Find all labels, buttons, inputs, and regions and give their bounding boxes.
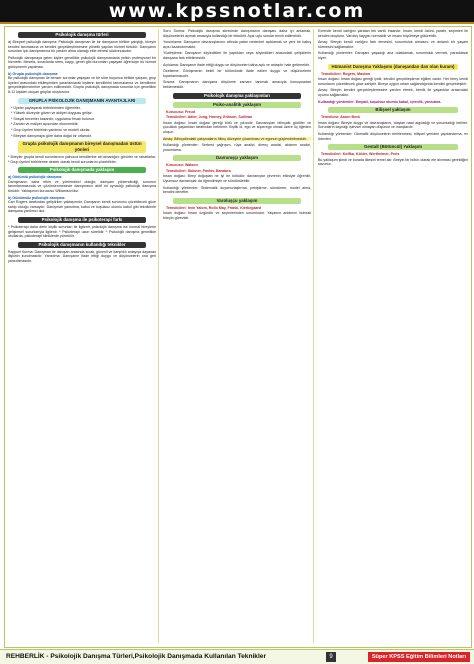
paragraph: * Psikoterapi daha derin kişilik sorunları ile ilgilenir, psikolojik danışma ise normal bireylerin gelişimsel sorunlarıyla ilgilenir. * Psikoterapi uzun sürelidir. * Psikolojik danışma genellikle okullarda, psikoterapi kliniklerde yürütülür. [8, 225, 156, 239]
paragraph: İnsan doğası: Birey doğuştan ne iyi ne kötüdür; davranışlar çevrenin etkisiyle öğrenilir. Uyumsuz davranışlar da öğrenilmiştir ve söndürülebilir. [163, 174, 311, 184]
paragraph: Danışmanın daha etkin ve yönlendirici olduğu; danışanı yönlendirdiği, sorunun tanımlanmasında ve çözümlenmesinde danışmanın aktif rol oynadığı psikolojik danışma türüdür. Yaklaşımın kurucusu Williamson'dur. [8, 179, 156, 194]
subheading: b) Güdümsüz psikolojik danışma: [8, 195, 66, 200]
column-2 [163, 29, 311, 643]
paragraph: İnsan doğası: Bireyin duygu ve davranışlarını, olayları nasıl algıladığı ve yorumladığı belirler. Sorunların kaynağı işlevsel olmayan düşünce ve inançlardır. [318, 120, 468, 130]
list-item: * Yüksek düzeyde güven ve aidiyet duygusu gelişir. [11, 111, 93, 116]
representatives-line: Temsilcileri: Irvin Yalom, Rollo May, Frankl, Kierkegaard [166, 205, 262, 210]
paragraph: Soru Sorma: Psikolojik danışma sürecinde danışmanın danışanı daha iyi anlamak, düşüncelerini açmak amacıyla kullandığı bir tekniktir. Açık uçlu sorular tercih edilmelidir. [163, 29, 311, 38]
section-heading: Psikolojik danışma türleri [18, 32, 146, 38]
site-banner [0, 0, 474, 24]
paragraph: Kullandığı yöntemler: Otomatik düşüncelerin belirlenmesi, bilişsel yeniden yapılandırma, ev ödevleri. [318, 131, 468, 141]
paragraph: Evrende kendi varlığını yaratan tek varlık insandır. İnsan, kendi özünü yaratır, seçimleri ile kendini oluşturur. Varoluş kaygısı normaldir ve insanı büyümeye götürebilir. [318, 29, 468, 38]
section-heading: Psikolojik danışmada yaklaşım [18, 167, 146, 173]
site-url[interactable]: www.kpssnotlar.com [108, 0, 366, 22]
paragraph: Açıklama: Danışanın ifade ettiği duygu ve düşünceleri daha açık ve anlaşılır hale getirmektir. [163, 62, 310, 67]
section-heading: GRUPLA PSİKOLOJİK DANIŞMANIN AVANTAJLARI [18, 98, 146, 104]
representatives-line: Temsilcileri: Adler, Jung, Horney, Erikson, Sullivan [166, 115, 253, 120]
paragraph: Kullandığı yöntemler: Sistematik duyarsızlaştırma, pekiştirme, söndürme, model alma, kendini denetim. [163, 185, 311, 195]
paragraph: Carl Rogers tarafından geliştirilen yaklaşımdır. Danışanın kendi sorununu çözebilecek güce sahip olduğu varsayılır. Danışman yansıtma, kabul ve koşulsuz olumlu kabul gibi tekniklerle danışana yardımcı olur. [8, 200, 156, 214]
paragraph: İnsan doğası: İnsan doğası gereği iyidir, kendini gerçekleştirme eğilimi vardır. Her birey kendi sorunlarını çözebilecek güce sahiptir. Bireye uygun ortam sağlandığında kendini gerçekleştirir. [318, 77, 468, 86]
paragraph: İnsan doğası: İnsan doğası gereği kötü ve yıkıcıdır. Davranışları bilinçaltı güdüler ve çocukluk yaşantıları tarafından belirlenir. Kişilik id, ego ve süperego olmak üzere üç öğeden oluşur. [163, 120, 311, 134]
column-divider [313, 29, 314, 643]
representatives-line: Temsilcileri: Skinner, Pavlov, Bandura [166, 168, 231, 173]
paragraph: Bir psikolojik danışman ile benzer sorunlar yaşayan ve bir süre boyunca birlikte çalışan, grup üyeleri arasındaki etkileşimden yararlanılarak kişilerin kendilerini tanımalarına ve kendilerini gerçekleştirmelerine yardım edilmesidir. Grupla psikolojik danışmada sorunlar için genellikle 8-12 kişiden oluşan gruplar oluşturulur. [8, 76, 156, 94]
footer-series-label: Süper KPSS Eğitim Bilimleri Notları [368, 652, 470, 662]
representatives-line: Temsilcileri: Koffka, Köhler, Wertheimer, Perls [321, 152, 400, 157]
section-heading: Bilişsel yaklaşım [328, 107, 458, 113]
paragraph: Bu yaklaşım şimdi ve burada ilkesini temel alır. Bireyin bir bütün olarak ele alınması gerektiğini savunur. [318, 157, 468, 167]
list-item: * Üyeler paylaşarak birbirlerinden öğrenirler. [11, 105, 81, 110]
paragraph: İnsan doğası: İnsan özgürdür ve seçimlerinden sorumludur. Yaşamın anlamını bulmak bireyin görevidir. [163, 211, 311, 221]
founder-line: Kurucusu: Watson [166, 163, 198, 168]
founder-line: Kurucusu: Freud [166, 109, 195, 114]
section-heading: Varoluşçu yaklaşım [173, 198, 301, 204]
paragraph: Amaç: Bireyin kendini gerçekleştirmesine yardım etmek, benlik ile yaşantılar arasındaki uyumu sağlamaktır. [318, 88, 468, 97]
page-number: 9 [326, 652, 336, 662]
list-item: * Zaman ve maliyet açısından ekonomiktir. [11, 122, 79, 127]
paragraph: Kullandığı yöntemler: Empati, koşulsuz olumlu kabul, içtenlik, yansıtma. [318, 99, 442, 104]
paragraph: Kullandığı yöntemler: Danışanı yaşadığı ana odaklamak, sorumluluk vermek, paradoksal niyet. [318, 51, 468, 60]
paragraph: Yüzleştirme: Danışanın söyledikleri ile yaptıkları veya söyledikleri arasındaki çelişkilerin danışana fark ettirilmesidir. [163, 51, 311, 60]
paragraph: Amaç: Bilinçaltındaki çatışmaların bilinç düzeyine çıkarılması ve egonun güçlendirilmesidir. [163, 137, 311, 142]
paragraph: Psikolojik danışmaya gelen kişiler genellikle psikolojik danışmanlarla yetkin profesyonel bir hizmetin. Mesela, sınavlarda stres, kaygı, genel gibi durumları yaşayan öğrenciye bu hizmet görüşmenin yapılması. [8, 55, 156, 69]
paragraph: Rapport Kurma: Danışman ile danışan arasında sıcak, güvenli ve karşılıklı anlayışa dayanan ilişkinin kurulmasıdır. Yansıtma: Danışanın ifade ettiği duygu ve düşüncelerin ona geri yansıtılmasıdır. [8, 249, 156, 263]
page-content [4, 26, 472, 648]
paragraph: Amaç: Bireyin kendi varlığını fark etmesini, sorumluluk almasını ve anlamlı bir yaşam sürmesini sağlamaktır. [318, 40, 468, 49]
paragraph: * Bireyler grupta kendi sorunlarının yalnızca kendilerine ait olmadığını görürler ve rahatlarlar. * Grup üyeleri birbirlerine destek olarak kendi sorunlarını çözebilirler. [8, 155, 156, 164]
column-3 [318, 29, 468, 643]
paragraph: a) Bireysel psikolojik danışma: Psikolojik danışman ile bir danışanın birlikte çalıştığı, bireyin kendini tanımasına ve kendini gerçekleştirmesine yönelik yapılan hizmet türüdür. Danışanın sorunları için danışmanına bir yardım alma olanağı elde etmesi sözkonusudur. [8, 40, 156, 54]
section-heading: Psiko-analitik yaklaşım [173, 102, 301, 108]
section-heading: Davranışçı yaklaşım [173, 155, 301, 161]
subheading: a) Güdümlü psikolojik danışma: [8, 175, 63, 180]
paragraph: Kullandığı yöntemler: Serbest çağrışım, rüya analizi, direnç analizi, aktarım analizi, yorumlama. [163, 143, 311, 152]
column-divider [158, 29, 159, 643]
section-heading: Gestalt (Bütüncül) Yaklaşım [328, 144, 458, 150]
representatives-line: Temsilcileri: Rogers, Maslow [321, 71, 371, 76]
section-heading: Psikolojik danışmanın kullandığı teknikler [18, 242, 146, 248]
section-heading: Hümanist Danışma Yaklaşımı (danışandan dan olan kuram) [328, 64, 458, 70]
column-1 [8, 29, 156, 643]
paragraph: Susma: Danışmanın danışana düşünme zamanı tanımak amacıyla konuşmadan beklemesidir. [163, 80, 311, 89]
section-heading: Psikolojik danışma yaklaşımları [173, 93, 301, 99]
list-item: * Bireysel danışmaya göre daha doğal bir ortamdır. [11, 133, 92, 138]
list-item: * Grup üyeleri birbirinin yardımcı ve modeli olurlar. [11, 127, 91, 132]
section-heading: Grupla psikolojik danışmanın bireysel danışmadan üstün yönleri [18, 141, 146, 153]
list-item: * Sosyal beceriler kazanılır, uygulama fırsatı bulunur. [11, 116, 95, 121]
page-footer [0, 649, 474, 664]
section-heading: Psikolojik danışma ile psikoterapi farkı [18, 217, 146, 223]
subheading: b) Grupla psikolojik danışma: [8, 71, 59, 76]
representatives-line: Temsilcisi: Aaron Beck [321, 115, 361, 120]
paragraph: Yorumlama: Danışanın davranışlarının altında yatan nedenleri açıklamak ve yeni bir bakış açısı kazandırmaktır. [163, 40, 311, 49]
footer-title: REHBERLİK - Psikolojik Danışma Türleri,Psikolojik Danışmada Kullanılan Teknikler [6, 653, 267, 660]
paragraph: Özetleme: Görüşmenin belirli bir bölümünde ifade edilen duygu ve düşüncelerin toparlanmasıdır. [163, 69, 311, 78]
